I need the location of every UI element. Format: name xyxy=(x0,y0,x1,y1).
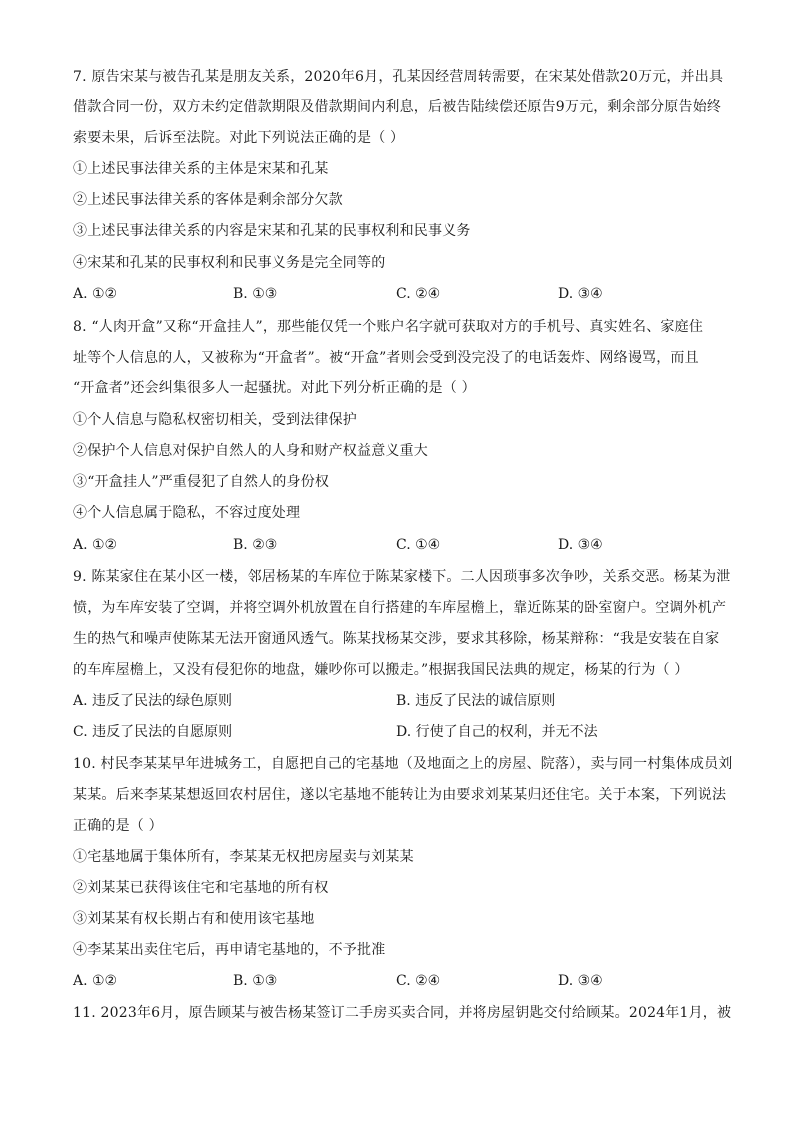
q10-item-2: ②刘某某已获得该住宅和宅基地的所有权 xyxy=(73,880,329,896)
q7-option-d: D. ③④ xyxy=(558,286,603,302)
q9-stem-line-3: 生的热气和噪声使陈某无法开窗通风透气。陈某找杨某交涉，要求其移除，杨某辩称：“我是安装在自家 xyxy=(73,631,720,647)
q7-stem-line-1: 7. 原告宋某与被告孔某是朋友关系，2020年6月，孔某因经营周转需要，在宋某处借款20万元，并出具 xyxy=(73,69,724,85)
q9-stem-line-1: 9. 陈某家住在某小区一楼，邻居杨某的车库位于陈某家楼下。二人因琐事多次争吵，关系交恶。杨某为泄 xyxy=(73,569,731,585)
q7-item-4: ④宋某和孔某的民事权利和民事义务是完全同等的 xyxy=(73,255,386,271)
q9-option-a: A. 违反了民法的绿色原则 xyxy=(73,693,233,709)
q8-option-b: B. ②③ xyxy=(233,537,278,553)
q7-option-a: A. ①② xyxy=(73,286,118,302)
q9-option-d: D. 行使了自己的权利，并无不法 xyxy=(396,724,598,740)
q10-option-c: C. ②④ xyxy=(396,973,441,989)
q10-option-a: A. ①② xyxy=(73,973,118,989)
q8-stem-line-1: 8. “人肉开盒”又称“开盒挂人”，那些能仅凭一个账户名字就可获取对方的手机号、真实姓名、家庭住 xyxy=(73,319,704,335)
q9-option-b: B. 违反了民法的诚信原则 xyxy=(396,693,556,709)
q7-stem-line-3: 索要未果，后诉至法院。对此下列说法正确的是（ ） xyxy=(73,130,405,146)
q9-option-c: C. 违反了民法的自愿原则 xyxy=(73,724,233,740)
q10-option-b: B. ①③ xyxy=(233,973,278,989)
q8-item-1: ①个人信息与隐私权密切相关，受到法律保护 xyxy=(73,412,357,428)
q10-item-1: ①宅基地属于集体所有，李某某无权把房屋卖与刘某某 xyxy=(73,849,414,865)
q8-option-c: C. ①④ xyxy=(396,537,441,553)
q10-item-3: ③刘某某有权长期占有和使用该宅基地 xyxy=(73,911,315,927)
q9-stem-line-2: 愤，为车库安装了空调，并将空调外机放置在自行搭建的车库屋檐上，靠近陈某的卧室窗户。空调外机产 xyxy=(73,600,727,616)
q7-option-b: B. ①③ xyxy=(233,286,278,302)
q10-option-d: D. ③④ xyxy=(558,973,603,989)
q10-stem-line-2: 某某。后来李某某想返回农村居住，遂以宅基地不能转让为由要求刘某某归还住宅。关于本案，下列说法 xyxy=(73,787,727,803)
q8-item-2: ②保护个人信息对保护自然人的人身和财产权益意义重大 xyxy=(73,443,428,459)
q10-item-4: ④李某某出卖住宅后，再申请宅基地的，不予批准 xyxy=(73,942,386,958)
q10-stem-line-3: 正确的是（ ） xyxy=(73,818,163,834)
q10-stem-line-1: 10. 村民李某某早年进城务工，自愿把自己的宅基地（及地面之上的房屋、院落），卖与同一村集体成员刘 xyxy=(73,756,733,772)
q9-stem-line-4: 的车库屋檐上，又没有侵犯你的地盘，嫌吵你可以搬走。”根据我国民法典的规定，杨某的行为（ ） xyxy=(73,662,689,678)
q7-stem-line-2: 借款合同一份，双方未约定借款期限及借款期间内利息，后被告陆续偿还原告9万元，剩余部分原告始终 xyxy=(73,99,722,115)
q8-option-a: A. ①② xyxy=(73,537,118,553)
q7-item-1: ①上述民事法律关系的主体是宋某和孔某 xyxy=(73,161,329,177)
q8-option-d: D. ③④ xyxy=(558,537,603,553)
q7-option-c: C. ②④ xyxy=(396,286,441,302)
q11-stem-line-1: 11. 2023年6月，原告顾某与被告杨某签订二手房买卖合同，并将房屋钥匙交付给顾某。2024年1月，被 xyxy=(73,1005,732,1021)
q8-stem-line-2: 址等个人信息的人，又被称为“开盒者”。被“开盒”者则会受到没完没了的电话轰炸、网络谩骂，而且 xyxy=(73,350,699,366)
q8-item-3: ③“开盒挂人”严重侵犯了自然人的身份权 xyxy=(73,474,330,490)
q7-item-3: ③上述民事法律关系的内容是宋某和孔某的民事权利和民事义务 xyxy=(73,223,471,239)
q7-item-2: ②上述民事法律关系的客体是剩余部分欠款 xyxy=(73,192,343,208)
q8-item-4: ④个人信息属于隐私，不容过度处理 xyxy=(73,505,301,521)
q8-stem-line-3: “开盒者”还会纠集很多人一起骚扰。对此下列分析正确的是（ ） xyxy=(73,380,476,396)
